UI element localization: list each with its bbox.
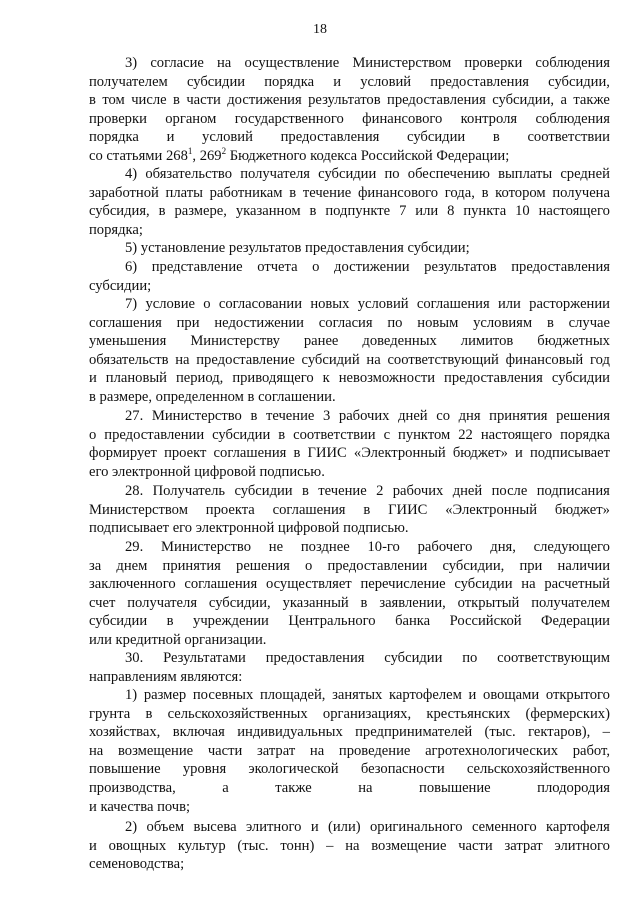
text-line: его электронной цифровой подписью. (89, 463, 325, 480)
text-line: заработной платы работникам в течение финансового года, в котором получена (89, 184, 610, 201)
text-line: проверки органом государственного финансового контроля соблюдения (89, 110, 610, 127)
text-line: порядка и условий предоставления субсидии в соответствии (89, 129, 610, 146)
paragraph-p4 (89, 165, 610, 239)
text-line: 30. Результатами предоставления субсидии по соответствующим (125, 650, 610, 666)
paragraph-p27 (89, 407, 610, 481)
text-line: 7) условие о согласовании новых условий соглашения или расторжении (125, 296, 610, 312)
text-line: 4) обязательство получателя субсидии по обеспечению выплаты средней (125, 166, 610, 182)
text-line: формирует проект соглашения в ГИИС «Электронный бюджет» и подписывает (89, 445, 610, 462)
paragraph-p28 (89, 482, 610, 538)
text-line: Министерством проекта соглашения в ГИИС «Электронный бюджет» (89, 501, 610, 518)
text-line: порядка; (89, 221, 143, 238)
paragraph-p3 (89, 54, 610, 166)
text-line: получателем субсидии порядка и условий предоставления субсидии, (89, 73, 610, 90)
text-line: за днем принятия решения о предоставлении субсидии, при наличии (89, 557, 610, 574)
text-line: в размере, определенном в соглашении. (89, 388, 336, 405)
text-line: подписывает его электронной цифровой подписью. (89, 520, 409, 537)
text-line: на возмещение части затрат на проведение агротехнологических работ, (89, 742, 610, 759)
paragraph-p30-2 (89, 818, 610, 874)
text-line: хозяйствах, включая индивидуальных предпринимателей (тыс. гектаров), – (89, 724, 610, 741)
text-line: субсидии в учреждении Центрального банка Российской Федерации (89, 613, 610, 630)
text-line: семеноводства; (89, 856, 185, 873)
superscript: 1 (187, 146, 193, 157)
text-line: субсидия, в размере, указанном в подпункте 7 или 8 пункта 10 настоящего (89, 203, 610, 220)
paragraph-p30-1 (89, 686, 610, 816)
text-line: субсидии; (89, 277, 152, 294)
text-line: и овощных культур (тыс. тонн) – на возмещение части затрат элитного (89, 837, 610, 854)
superscript: 2 (221, 146, 227, 157)
text-line: производства, а также на повышение плодородия (89, 779, 610, 796)
text-line: 29. Министерство не позднее 10-го рабочего дня, следующего (125, 539, 610, 555)
text-line: и качества почв; (89, 798, 191, 815)
text-line: повышение уровня экологической безопасности сельскохозяйственного (89, 761, 610, 778)
text-line: 5) установление результатов предоставления субсидии; (125, 240, 470, 256)
text-run: со статьями 268 (89, 147, 188, 164)
paragraph-p6 (89, 258, 610, 295)
text-line: 27. Министерство в течение 3 рабочих дней со дня принятия решения (125, 408, 610, 424)
paragraph-p29 (89, 538, 610, 650)
text-line: и плановый период, приводящего к невозможности предоставления субсидии (89, 370, 610, 387)
text-line: соглашения при недостижении согласия по новым условиям в случае (89, 314, 610, 331)
text-line: заключенного соглашения осуществляет перечисление субсидии на расчетный (89, 576, 610, 593)
page-number: 18 (313, 22, 327, 37)
paragraph-p30 (89, 649, 610, 686)
text-run: , 269 (192, 147, 222, 164)
text-run: Бюджетного кодекса Российской Федерации; (226, 147, 510, 164)
text-line: счет получателя субсидии, указанный в заявлении, открытый получателем (89, 594, 610, 611)
text-line: о предоставлении субсидии в соответствии с пунктом 22 настоящего порядка (89, 426, 610, 443)
paragraph-p5 (89, 239, 610, 258)
text-line: уменьшения Министерству ранее доведенных лимитов бюджетных (89, 333, 610, 350)
text-line: 3) согласие на осуществление Министерством проверки соблюдения (125, 55, 610, 71)
text-line: 6) представление отчета о достижении результатов предоставления (125, 259, 610, 275)
text-line: направлениям являются: (89, 668, 243, 685)
text-line: 28. Получатель субсидии в течение 2 рабочих дней после подписания (125, 483, 610, 499)
text-line: или кредитной организации. (89, 631, 267, 648)
text-line: грунта в сельскохозяйственных организациях, крестьянских (фермерских) (89, 705, 610, 722)
text-line (89, 147, 610, 166)
text-line: обязательств на предоставление субсидий на соответствующий финансовый год (89, 351, 610, 368)
text-line: в том числе в части достижения результатов предоставления субсидии, а также (89, 92, 610, 109)
text-line: 2) объем высева элитного и (или) оригинального семенного картофеля (125, 819, 610, 835)
paragraph-p7 (89, 295, 610, 407)
text-line: 1) размер посевных площадей, занятых картофелем и овощами открытого (125, 687, 610, 703)
